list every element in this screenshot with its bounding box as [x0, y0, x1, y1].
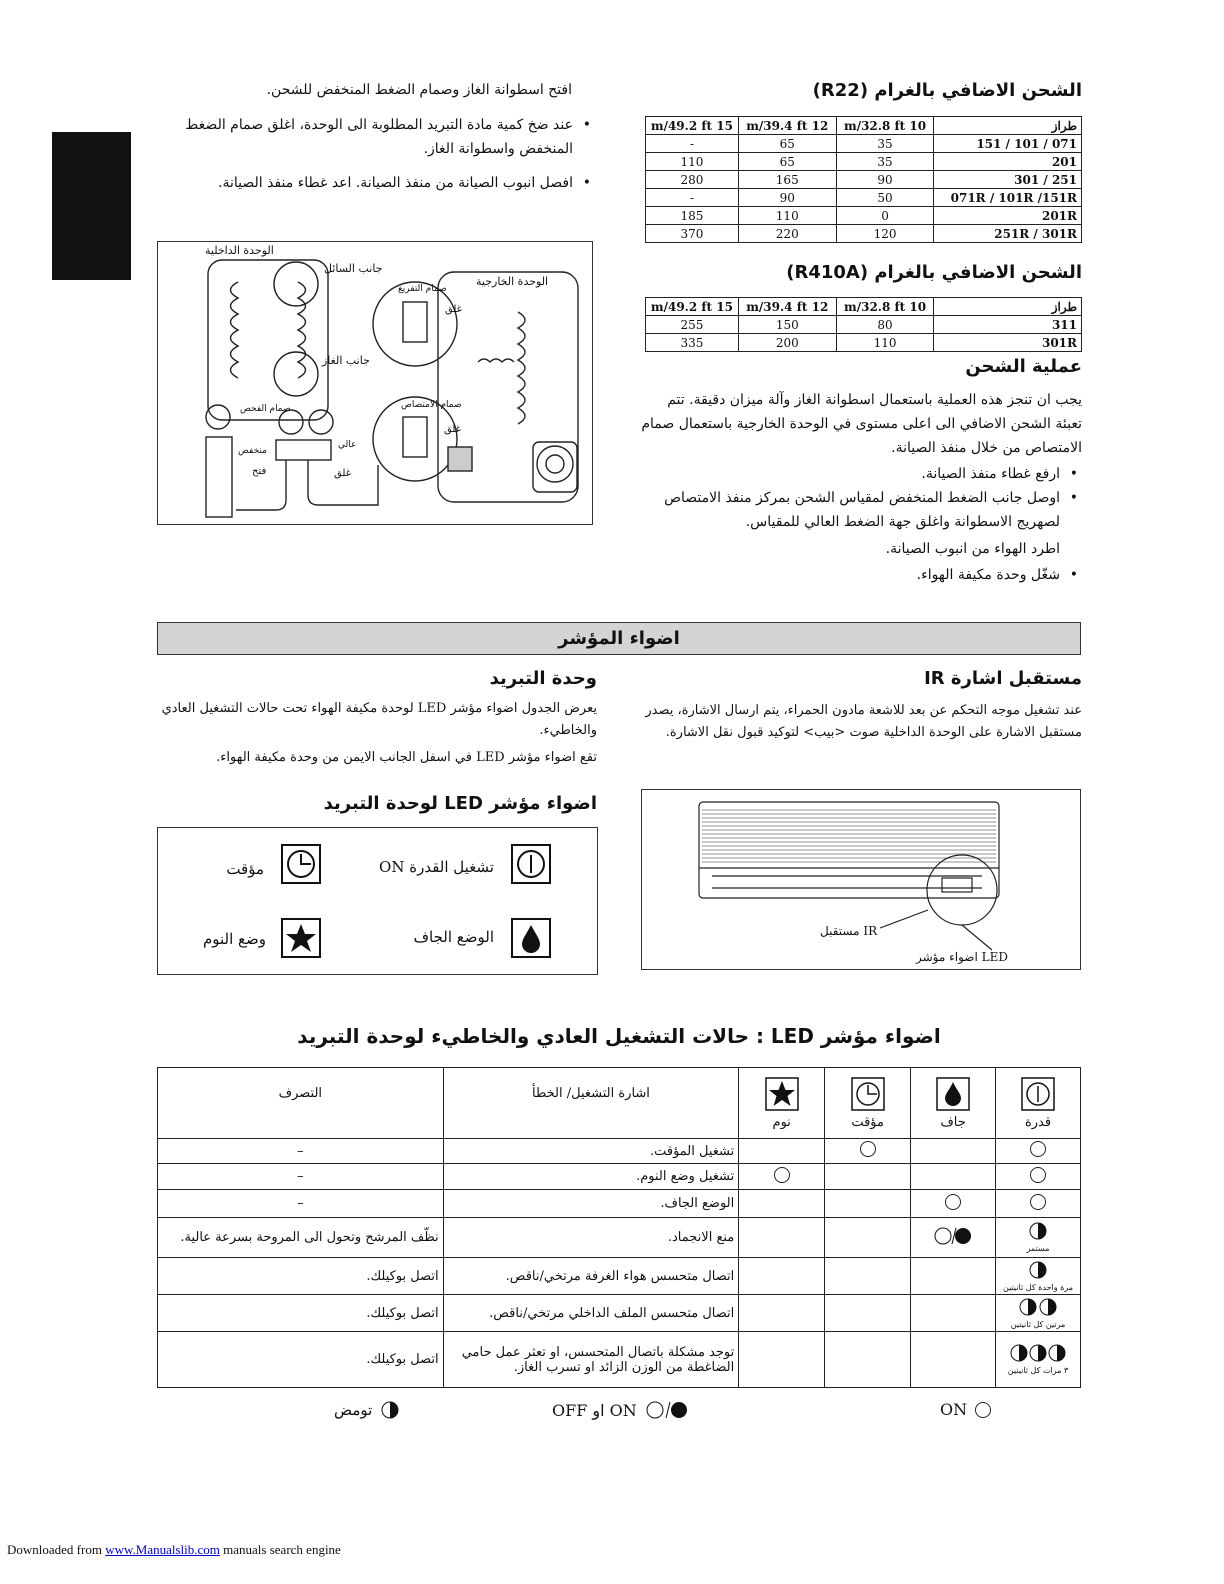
cell: 071 / 101 / 151: [934, 135, 1082, 153]
r22-header-15m: 15 m/49.2 ft: [646, 117, 739, 135]
led-table-title: اضواء مؤشر LED : حالات التشغيل العادي والخاطيء لوحدة التبريد: [297, 1024, 941, 1048]
unit-drawing: [642, 790, 1080, 969]
r410a-header-12m: 12 m/39.4 ft: [738, 298, 836, 316]
unit-text-1: يعرض الجدول اضواء مؤشر LED لوحدة مكيفة الهواء تحت حالات التشغيل العادي والخاطيء.: [161, 701, 597, 738]
cell: 220: [738, 225, 836, 243]
signal-cell: اتصال متحسس هواء الغرفة مرتخي/ناقص.: [443, 1258, 739, 1295]
sleep-cell: [739, 1218, 825, 1258]
timer-cell: [825, 1258, 911, 1295]
sleep-cell: [739, 1332, 825, 1388]
led-blink-icon: [380, 1400, 400, 1420]
cell: 165: [738, 171, 836, 189]
dry-cell: [911, 1139, 996, 1164]
legend-timer: مؤقت: [226, 860, 264, 878]
legend-dry: الوضع الجاف: [413, 928, 494, 946]
cell: 35: [836, 135, 934, 153]
sleep-cell: [739, 1190, 825, 1218]
sleep-star-icon: [765, 1077, 799, 1111]
liquid-side-label: جانب السائل: [324, 262, 383, 275]
cell: 65: [738, 135, 836, 153]
led-blink-icon: [1018, 1298, 1058, 1316]
r410a-title: الشحن الاضافي بالغرام (R410A): [786, 262, 1082, 283]
timer-icon: [281, 844, 321, 884]
cell: 110: [738, 207, 836, 225]
timer-cell: [825, 1164, 911, 1190]
suction-valve-label: صمام الامتصاص: [401, 400, 462, 410]
table-row: [646, 153, 1082, 171]
timer-cell: [825, 1295, 911, 1332]
col-signal: اشارة التشغيل/ الخطأ: [443, 1068, 739, 1139]
table-row: [158, 1295, 1081, 1332]
list-item: • اوصل جانب الضغط المنخفض لمقياس الشحن بمركز منفذ الامتصاص لصهريج الاسطوانة واغلق جهة الضغط العالي للمقياس.: [640, 486, 1082, 534]
led-on-off-icon: [933, 1227, 973, 1245]
legend-on-label: ON: [940, 1400, 968, 1419]
close-label-1: غلق: [445, 304, 462, 315]
col-dry-label: جاف: [940, 1114, 966, 1130]
cell: 251 / 301: [934, 171, 1082, 189]
table-row: [646, 135, 1082, 153]
led-on-icon: [1030, 1167, 1046, 1183]
action-cell: نظّف المرشح وتحول الى المروحة بسرعة عالية.: [158, 1218, 444, 1258]
timer-cell: [825, 1190, 911, 1218]
cell: -: [646, 135, 739, 153]
led-on-icon: [1030, 1141, 1046, 1157]
cell: 071R / 101R /151R: [934, 189, 1082, 207]
footer-suffix: manuals search engine: [223, 1542, 341, 1557]
legend-onoff-label: ON او OFF: [552, 1400, 637, 1420]
power-icon: [511, 844, 551, 884]
cell: 255: [646, 316, 739, 334]
cell: -: [646, 189, 739, 207]
list-item: • افصل انبوب الصيانة من منفذ الصيانة. اعد غطاء منفذ الصيانة.: [150, 171, 595, 195]
ir-text: عند تشغيل موجه التحكم عن بعد للاشعة مادون الحمراء، يتم ارسال الاشارة، يصدر مستقبل الاشارة على الوحدة الداخلية صوت <بيب> لتوكيد قبول نقل الاشارة.: [645, 703, 1082, 740]
table-row: [158, 1332, 1081, 1388]
cell: 65: [738, 153, 836, 171]
table-row: [646, 171, 1082, 189]
run-step-list: [640, 563, 1082, 587]
open-label: فتح: [252, 466, 267, 477]
power-note: ٣ مرات كل ثانيتين: [1007, 1366, 1069, 1375]
action-cell: اتصل بوكيلك.: [158, 1332, 444, 1388]
table-row: [646, 316, 1082, 334]
led-on-icon: [945, 1194, 961, 1210]
power-cell: [996, 1139, 1081, 1164]
signal-cell: تشغيل وضع النوم.: [443, 1164, 739, 1190]
col-timer-label: مؤقت: [851, 1114, 884, 1130]
cell: 90: [738, 189, 836, 207]
cell: 201R: [934, 207, 1082, 225]
footer: [7, 1542, 341, 1558]
list-item: • شغّل وحدة مكيفة الهواء.: [640, 563, 1082, 587]
timer-cell: [825, 1139, 911, 1164]
outdoor-unit-label: الوحدة الخارجية: [476, 275, 549, 288]
cell: 251R / 301R: [934, 225, 1082, 243]
table-row: [158, 1218, 1081, 1258]
signal-cell: اتصال متحسس الملف الداخلي مرتخي/ناقص.: [443, 1295, 739, 1332]
table-row: [158, 1139, 1081, 1164]
r410a-table: [645, 297, 1082, 352]
signal-cell: الوضع الجاف.: [443, 1190, 739, 1218]
col-power: [996, 1068, 1081, 1139]
cell: 370: [646, 225, 739, 243]
unit-illustration: [641, 789, 1081, 970]
cell: 110: [646, 153, 739, 171]
unit-title: وحدة التبريد: [489, 668, 597, 689]
dry-cell: [911, 1218, 996, 1258]
action-cell: –: [158, 1139, 444, 1164]
dry-cell: [911, 1258, 996, 1295]
sleep-cell: [739, 1139, 825, 1164]
footer-link[interactable]: www.Manualslib.com: [105, 1542, 220, 1557]
legend-blink-label: تومض: [334, 1401, 373, 1419]
led-blink-icon: [1029, 1222, 1047, 1240]
table-row: [646, 225, 1082, 243]
table-row: [158, 1190, 1081, 1218]
unit-text-2: تقع اضواء مؤشر LED في اسفل الجانب الايمن من وحدة مكيفة الهواء.: [216, 750, 597, 765]
signal-cell: تشغيل المؤقت.: [443, 1139, 739, 1164]
charging-diagram: [157, 241, 593, 525]
r410a-header-15m: 15 m/49.2 ft: [646, 298, 739, 316]
cell: 120: [836, 225, 934, 243]
power-cell: [996, 1258, 1081, 1295]
cell: 150: [738, 316, 836, 334]
language-tab: [52, 132, 131, 280]
low-label: منخفض: [238, 446, 267, 456]
cell: 201: [934, 153, 1082, 171]
list-item: • عند ضخ كمية مادة التبريد المطلوبة الى الوحدة، اغلق صمام الضغط المنخفض واسطوانة الغاز.: [150, 113, 595, 161]
sleep-star-icon: [281, 918, 321, 958]
process-title: عملية الشحن: [965, 356, 1082, 377]
table-row: [158, 1258, 1081, 1295]
gas-side-label: جانب الغاز: [322, 354, 370, 367]
r410a-header-10m: 10 m/32.8 ft: [836, 298, 934, 316]
dry-cell: [911, 1164, 996, 1190]
purge-text: اطرد الهواء من انبوب الصيانة.: [885, 541, 1060, 557]
col-dry: [911, 1068, 996, 1139]
led-blink-icon: [1010, 1344, 1066, 1362]
timer-cell: [825, 1218, 911, 1258]
cell: 35: [836, 153, 934, 171]
cell: 90: [836, 171, 934, 189]
cell: 301R: [934, 334, 1082, 352]
led-on-icon: [774, 1167, 790, 1183]
col-power-label: قدرة: [1024, 1114, 1052, 1130]
sleep-cell: [739, 1164, 825, 1190]
timer-cell: [825, 1332, 911, 1388]
power-cell: [996, 1164, 1081, 1190]
led-on-off-icon: [645, 1400, 689, 1420]
dry-cell: [911, 1332, 996, 1388]
r22-header-model: طراز: [934, 117, 1082, 135]
dry-icon: [511, 918, 551, 958]
legend-blink: [334, 1400, 400, 1420]
ir-receiver-label: مستقبل IR: [820, 924, 878, 938]
legend-title: اضواء مؤشر LED لوحدة التبريد: [323, 793, 597, 814]
action-cell: اتصل بوكيلك.: [158, 1258, 444, 1295]
process-text: يجب ان تنجز هذه العملية باستعمال اسطوانة الغاز وآلة ميزان دقيقة. تتم تعبئة الشحن الاضافي الى اعلى مستوى في الوحدة الخارجية باستعمال صمام الامتصاص من خلال منفذ الصيانة.: [641, 392, 1082, 456]
close-label-3: غلق: [334, 468, 351, 479]
action-cell: –: [158, 1164, 444, 1190]
cell: 110: [836, 334, 934, 352]
cell: 335: [646, 334, 739, 352]
sleep-cell: [739, 1295, 825, 1332]
dry-cell: [911, 1190, 996, 1218]
col-timer: [825, 1068, 911, 1139]
indicator-banner: اضواء المؤشر: [157, 622, 1081, 655]
dry-cell: [911, 1295, 996, 1332]
check-valve-label: صمام الفحص: [240, 404, 291, 414]
table-row: [158, 1164, 1081, 1190]
cell: 80: [836, 316, 934, 334]
power-cell: [996, 1332, 1081, 1388]
legend-on: [940, 1400, 991, 1419]
ir-title: مستقبل اشارة IR: [924, 668, 1082, 689]
led-blink-icon: [1029, 1261, 1047, 1279]
cell: 311: [934, 316, 1082, 334]
table-row: [646, 334, 1082, 352]
led-status-table: [157, 1067, 1081, 1388]
top-steps: [150, 113, 595, 195]
legend-onoff: [552, 1400, 689, 1420]
cell: 280: [646, 171, 739, 189]
legend-power: تشغيل القدرة ON: [379, 858, 494, 876]
cell: 185: [646, 207, 739, 225]
cell: 200: [738, 334, 836, 352]
indoor-unit-label: الوحدة الداخلية: [205, 244, 274, 257]
table-row: [646, 189, 1082, 207]
process-steps: [640, 462, 1082, 534]
dry-icon: [936, 1077, 970, 1111]
list-item: • ارفع غطاء منفذ الصيانة.: [640, 462, 1082, 486]
discharge-valve-label: صمام التفريغ: [398, 284, 447, 294]
table-row: [646, 207, 1082, 225]
action-cell: –: [158, 1190, 444, 1218]
power-cell: [996, 1295, 1081, 1332]
r22-table: [645, 116, 1082, 243]
led-on-icon: [1030, 1194, 1046, 1210]
power-note: مرة واحدة كل ثانيتين: [1003, 1282, 1074, 1292]
r410a-header-model: طراز: [934, 298, 1082, 316]
action-cell: اتصل بوكيلك.: [158, 1295, 444, 1332]
open-cylinder-text: افتح اسطوانة الغاز وصمام الضغط المنخفض للشحن.: [266, 82, 572, 98]
cell: 0: [836, 207, 934, 225]
timer-icon: [851, 1077, 885, 1111]
power-icon: [1021, 1077, 1055, 1111]
sleep-cell: [739, 1258, 825, 1295]
led-label: اضواء مؤشر LED: [916, 950, 1008, 964]
r22-title: الشحن الاضافي بالغرام (R22): [812, 80, 1082, 101]
signal-cell: توجد مشكلة باتصال المتحسس، او تعثر عمل حامي الضاغطة من الوزن الزائد او تسرب الغاز.: [443, 1332, 739, 1388]
led-on-icon: [860, 1141, 876, 1157]
power-cell: [996, 1218, 1081, 1258]
power-note: مرتين كل ثانيتين: [1010, 1319, 1066, 1329]
col-sleep: [739, 1068, 825, 1139]
col-sleep-label: نوم: [772, 1114, 791, 1130]
col-action: التصرف: [158, 1068, 444, 1139]
r22-header-12m: 12 m/39.4 ft: [738, 117, 836, 135]
signal-cell: منع الانجماد.: [443, 1218, 739, 1258]
r22-header-10m: 10 m/32.8 ft: [836, 117, 934, 135]
footer-prefix: Downloaded from: [7, 1542, 102, 1557]
power-cell: [996, 1190, 1081, 1218]
power-note: مستمر: [1026, 1244, 1050, 1253]
led-legend-box: [157, 827, 598, 975]
led-on-icon: [975, 1402, 991, 1418]
cell: 50: [836, 189, 934, 207]
close-label-2: غلق: [444, 424, 461, 435]
legend-sleep: وضع النوم: [202, 930, 266, 948]
high-label: عالي: [338, 440, 357, 450]
